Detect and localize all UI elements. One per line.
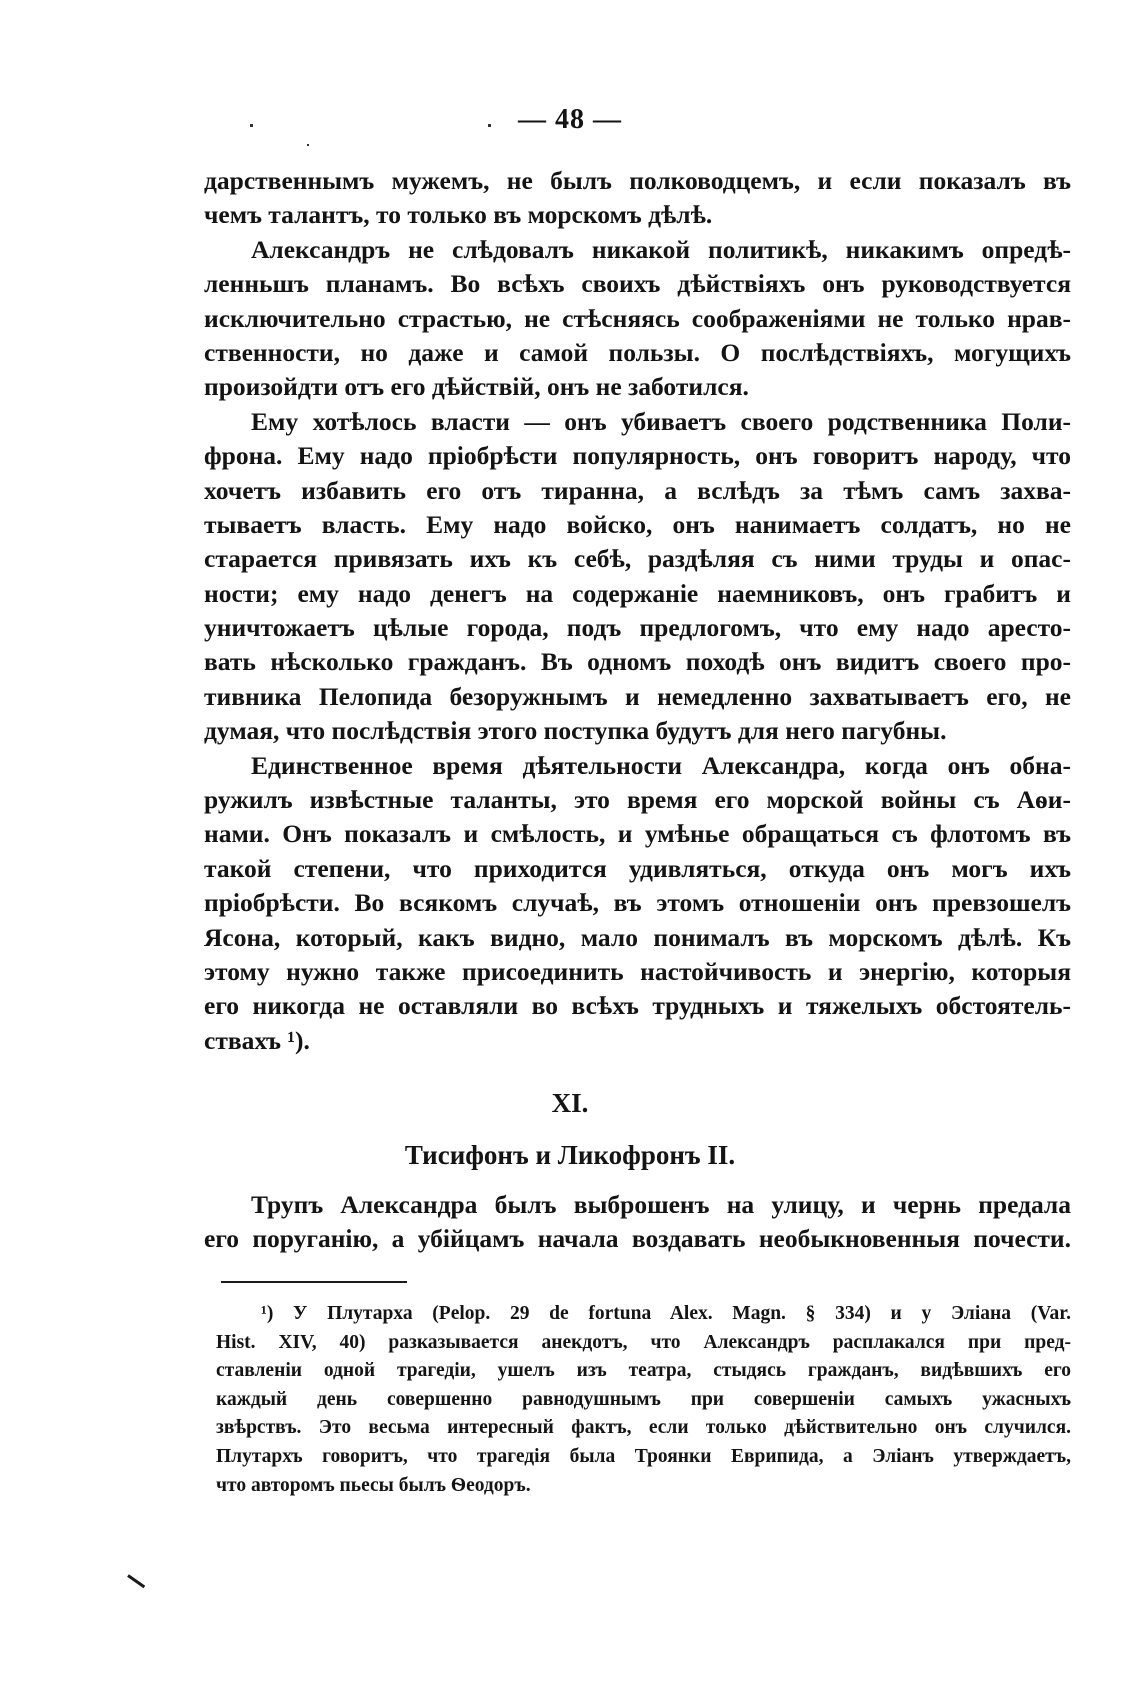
scan-mark — [127, 1574, 145, 1588]
text-line: ствахъ ¹). — [204, 1025, 310, 1055]
text-line: дарственнымъ мужемъ, не былъ полководцемъ, и если показалъ въ — [204, 166, 1071, 195]
text-line: Александръ не слѣдовалъ никакой политикѣ, никакимъ опредѣ- — [251, 234, 1071, 264]
text-line: ственности, но даже и самой пользы. О послѣдствіяхъ, могущихъ — [204, 337, 1071, 367]
text-line: ружилъ извѣстные таланты, это время его морской войны съ Аѳи- — [204, 785, 1071, 815]
text-line: тивника Пелопида безоружнымъ и немедленно захватываетъ его, не — [204, 681, 1071, 711]
footnote-line: ставленіи одной трагедіи, ушелъ изъ театра, стыдясь гражданъ, видѣвшихъ его — [216, 1360, 1071, 1382]
section-numeral: XI. — [551, 1088, 589, 1118]
text-line: старается привязать ихъ къ себѣ, раздѣляя съ ними труды и опас- — [204, 544, 1071, 574]
footnote-line: Hist. XIV, 40) разказывается анекдотъ, что Александръ расплакался при пред- — [216, 1331, 1071, 1353]
text-line: думая, что послѣдствія этого поступка будутъ для него пагубны. — [204, 716, 947, 746]
footnote-line: Плутархъ говоритъ, что трагедія была Троянки Еврипида, а Эліанъ утверждаетъ, — [216, 1445, 1071, 1467]
text-line: этому нужно также присоединить настойчивость и энергію, которыя — [204, 956, 1071, 986]
text-line: фрона. Ему надо пріобрѣсти популярность, онъ говоритъ народу, что — [204, 441, 1071, 471]
scan-speck — [307, 144, 309, 146]
text-line: уничтожаетъ цѣлые города, подъ предлогомъ, что ему надо аресто- — [204, 613, 1071, 643]
paragraph — [204, 749, 1071, 1059]
footnote-line: звѣрствъ. Это весьма интересный фактъ, если только дѣйствительно онъ случился. — [216, 1417, 1071, 1439]
paragraph — [204, 405, 1071, 749]
page-number: — 48 — — [518, 104, 622, 135]
scan-speck — [488, 124, 491, 127]
text-line: такой степени, что приходится удивляться, откуда онъ могъ ихъ — [204, 853, 1071, 883]
text-line: тываетъ власть. Ему надо войско, онъ нанимаетъ солдатъ, но не — [204, 509, 1071, 539]
text-line: пріобрѣсти. Во всякомъ случаѣ, въ этомъ отношеніи онъ превзошелъ — [204, 888, 1071, 918]
section-title: Тисифонъ и Ликофронъ II. — [404, 1140, 736, 1170]
text-line: произойдти отъ его дѣйствій, онъ не заботился. — [204, 372, 749, 402]
text-line: его поруганію, а убійцамъ начала воздавать необыкновенныя почести. — [204, 1224, 1071, 1254]
footnote-line: каждый день совершенно равнодушнымъ при совершеніи самыхъ ужасныхъ — [216, 1388, 1071, 1410]
footnote — [216, 1300, 1071, 1500]
text-line: хочетъ избавить его отъ тиранна, а вслѣдъ за тѣмъ самъ захва- — [204, 475, 1071, 505]
footnote-line: что авторомъ пьесы былъ Ѳеодоръ. — [216, 1474, 531, 1496]
text-line: Ясона, который, какъ видно, мало понималъ въ морскомъ дѣлѣ. Къ — [204, 922, 1071, 952]
text-line: Ему хотѣлось власти — онъ убиваетъ своего родственника Поли- — [251, 406, 1071, 436]
text-line: Трупъ Александра былъ выброшенъ на улицу, и чернь предала — [251, 1190, 1071, 1219]
footnote-line: ¹) У Плутарха (Pelop. 29 de fortuna Alex. Magn. § 334) и у Эліана (Var. — [261, 1303, 1071, 1324]
paragraph — [204, 164, 1071, 233]
text-line: исключительно страстью, не стѣсняясь соображеніями не только нрав- — [204, 303, 1071, 333]
text-line: ленньшъ планамъ. Во всѣхъ своихъ дѣйствіяхъ онъ руководствуется — [204, 269, 1071, 299]
paragraph — [204, 233, 1071, 405]
text-line: его никогда не оставляли во всѣхъ трудныхъ и тяжелыхъ обстоятель- — [204, 991, 1071, 1021]
section-paragraph — [204, 1188, 1071, 1257]
text-line: вать нѣсколько гражданъ. Въ одномъ походѣ онъ видитъ своего про- — [204, 647, 1071, 677]
footnote-divider — [221, 1281, 407, 1283]
text-line: ности; ему надо денегъ на содержаніе наемниковъ, онъ грабитъ и — [204, 578, 1071, 608]
main-text — [204, 164, 1071, 1058]
text-line: нами. Онъ показалъ и смѣлость, и умѣнье обращаться съ флотомъ въ — [204, 819, 1071, 849]
text-line: чемъ талантъ, то только въ морскомъ дѣлѣ. — [204, 200, 713, 230]
scan-speck — [250, 124, 253, 127]
text-line: Единственное время дѣятельности Александра, когда онъ обна- — [251, 750, 1071, 780]
